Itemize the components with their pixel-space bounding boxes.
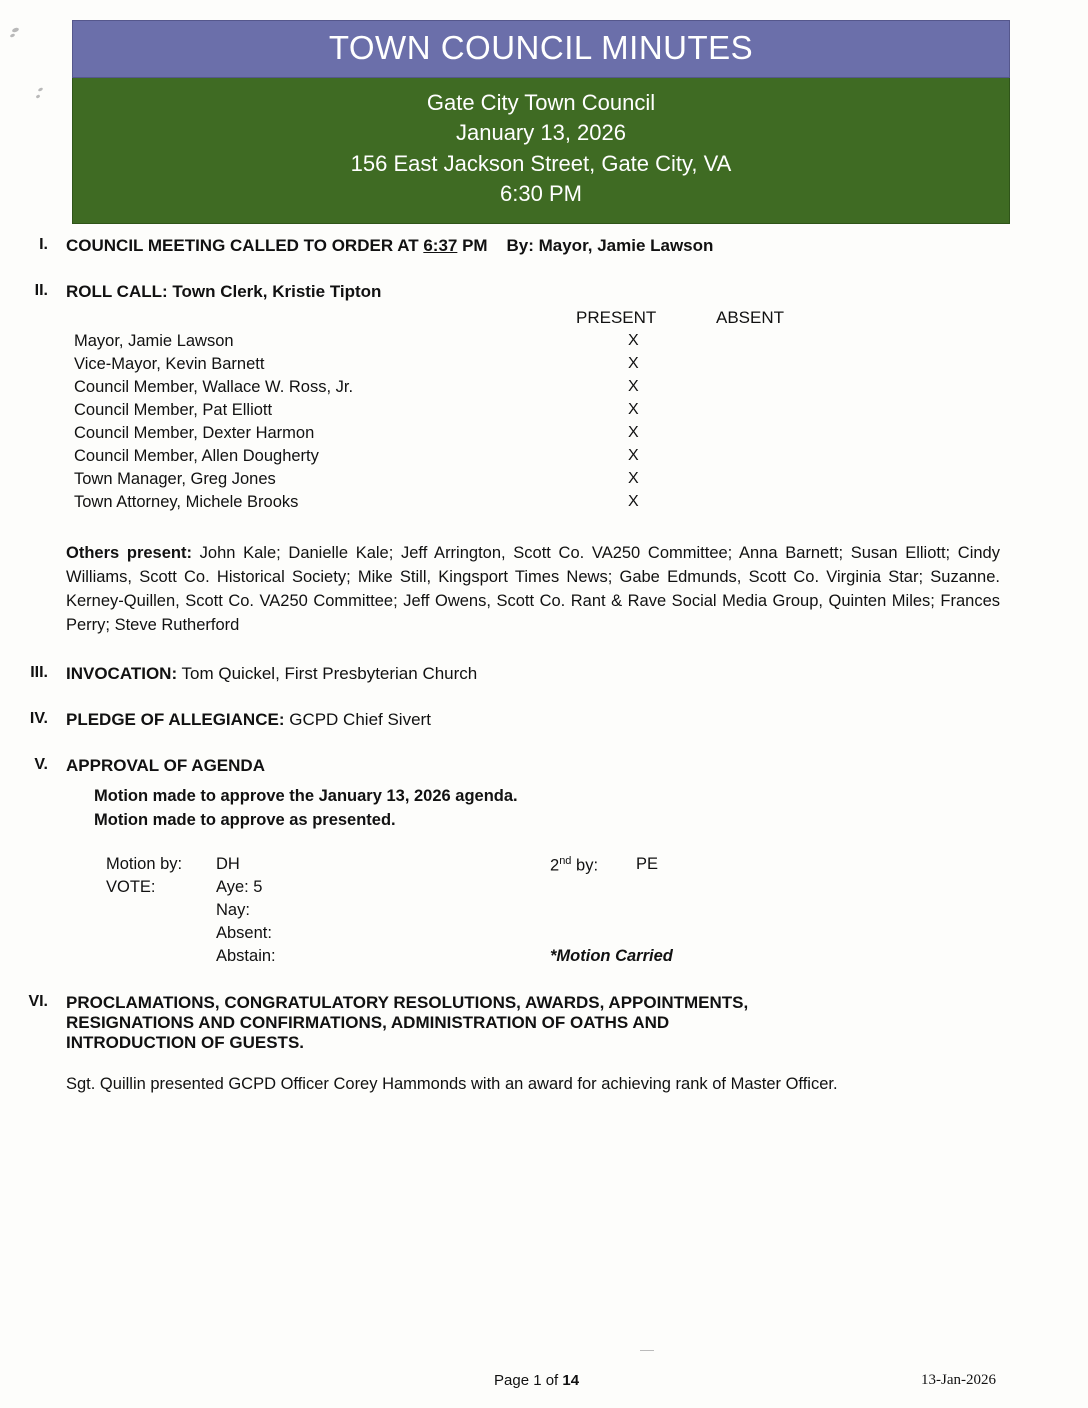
vote-aye: Aye: 5 xyxy=(216,878,263,897)
attendee-present-mark: X xyxy=(628,424,639,441)
second-by-ordinal: nd xyxy=(559,855,572,868)
others-present-paragraph xyxy=(66,542,1010,638)
second-by-label xyxy=(550,855,598,876)
attendee-name: Council Member, Pat Elliott xyxy=(74,401,273,419)
attendee-name: Town Attorney, Michele Brooks xyxy=(74,493,299,511)
attendee-present-mark: X xyxy=(628,355,639,372)
pledge-heading xyxy=(66,710,1010,730)
attendee-present-mark: X xyxy=(628,378,639,395)
section-roll-call xyxy=(0,282,1088,638)
motion-result: *Motion Carried xyxy=(550,947,673,966)
section-numeral: I. xyxy=(39,236,48,253)
table-row xyxy=(66,470,1010,493)
table-row xyxy=(66,493,1010,516)
table-row xyxy=(66,401,1010,424)
attendee-name: Vice-Mayor, Kevin Barnett xyxy=(74,355,265,373)
roll-call-columns xyxy=(66,308,1010,332)
called-to-order-pm: PM xyxy=(457,236,488,255)
meeting-address: 156 East Jackson Street, Gate City, VA xyxy=(350,150,732,176)
document-body xyxy=(0,236,1088,1103)
section-numeral: V. xyxy=(34,755,48,773)
called-to-order-time: 6:37 xyxy=(423,236,458,255)
vote-nay: Nay: xyxy=(216,901,250,920)
section-numeral: VI. xyxy=(28,993,48,1011)
table-row xyxy=(66,447,1010,470)
vote-label: VOTE: xyxy=(106,878,156,897)
scan-artifact xyxy=(640,1350,654,1351)
attendee-present-mark: X xyxy=(628,493,639,510)
column-header-present: PRESENT xyxy=(576,308,657,327)
meeting-time: 6:30 PM xyxy=(500,181,582,207)
proclamations-heading xyxy=(66,993,1010,1053)
motion-line-1: Motion made to approve the January 13, 2026 agenda. xyxy=(94,786,518,805)
motion-statement xyxy=(66,784,1010,834)
section-numeral: IV. xyxy=(29,709,48,727)
attendee-present-mark: X xyxy=(628,470,639,487)
document-header-banner xyxy=(72,20,1010,224)
called-to-order-by: By: Mayor, Jamie Lawson xyxy=(506,236,714,255)
page-number-total: 14 xyxy=(562,1372,580,1389)
proclamations-heading-line-2: RESIGNATIONS AND CONFIRMATIONS, ADMINISTRATION OF OATHS AND xyxy=(66,1013,670,1033)
invocation-text: Tom Quickel, First Presbyterian Church xyxy=(177,663,478,683)
second-by-by: by: xyxy=(571,856,599,875)
section-proclamations xyxy=(0,993,1088,1097)
proclamations-heading-line-3: INTRODUCTION OF GUESTS. xyxy=(66,1033,304,1053)
section-called-to-order xyxy=(0,236,1088,256)
scan-speck xyxy=(12,27,20,33)
page-number xyxy=(494,1372,579,1389)
vote-record xyxy=(66,855,1010,987)
table-row xyxy=(66,355,1010,378)
pledge-label: PLEDGE OF ALLEGIANCE: xyxy=(66,709,285,729)
vote-abstain: Abstain: xyxy=(216,947,276,966)
invocation-label: INVOCATION: xyxy=(66,663,178,683)
motion-by-value: DH xyxy=(216,855,240,874)
attendee-name: Council Member, Wallace W. Ross, Jr. xyxy=(74,378,354,396)
footer-date: 13-Jan-2026 xyxy=(921,1372,996,1388)
second-by-number: 2 xyxy=(550,856,560,875)
attendee-name: Town Manager, Greg Jones xyxy=(74,470,276,488)
meeting-date: January 13, 2026 xyxy=(455,120,627,146)
proclamations-paragraph: Sgt. Quillin presented GCPD Officer Corey Hammonds with an award for achieving rank of Master Officer. xyxy=(66,1075,838,1094)
table-row xyxy=(66,424,1010,447)
document-title: TOWN COUNCIL MINUTES xyxy=(72,20,1010,78)
attendee-name: Mayor, Jamie Lawson xyxy=(74,332,234,350)
scan-speck xyxy=(38,87,44,92)
meeting-info xyxy=(72,78,1010,224)
called-to-order-heading xyxy=(66,236,1010,256)
motion-line-2: Motion made to approve as presented. xyxy=(94,811,396,830)
section-numeral: II. xyxy=(34,282,48,299)
council-name: Gate City Town Council xyxy=(426,90,656,115)
second-by-value: PE xyxy=(636,855,659,874)
column-header-absent: ABSENT xyxy=(716,308,785,327)
section-pledge xyxy=(0,710,1088,730)
others-present-text: John Kale; Danielle Kale; Jeff Arrington, Scott Co. VA250 Committee; Anna Barnett; Susan Elliott; Cindy Williams, Scott Co. Historical Society; Mike Still, Kingsport Times News; Gabe Edmunds, Scott Co. Virginia Star; Suzanne. Kerney-Quillen, Scott Co. VA250 Committee; Jeff Owens, Scott Co. Rant & Rave Social Media Group, Quinten Miles; Frances Perry; Steve Rutherford xyxy=(66,544,1000,634)
section-approval-of-agenda xyxy=(0,756,1088,988)
roll-call-heading: ROLL CALL: Town Clerk, Kristie Tipton xyxy=(66,282,382,301)
called-to-order-text: COUNCIL MEETING CALLED TO ORDER AT xyxy=(66,236,424,255)
section-numeral: III. xyxy=(30,663,48,681)
invocation-heading xyxy=(66,664,1010,684)
vote-absent: Absent: xyxy=(216,924,272,943)
attendee-present-mark: X xyxy=(628,447,639,464)
scan-speck xyxy=(10,33,16,38)
pledge-text: GCPD Chief Sivert xyxy=(284,709,431,729)
others-present-label: Others present: xyxy=(66,544,192,562)
roll-call-table xyxy=(66,308,1010,516)
section-invocation xyxy=(0,664,1088,684)
attendee-name: Council Member, Allen Dougherty xyxy=(74,447,319,465)
attendee-name: Council Member, Dexter Harmon xyxy=(74,424,315,442)
page-number-prefix: Page 1 of xyxy=(494,1372,563,1389)
approval-heading: APPROVAL OF AGENDA xyxy=(66,755,265,775)
motion-by-label: Motion by: xyxy=(106,855,183,874)
scan-speck xyxy=(36,94,41,99)
attendee-present-mark: X xyxy=(628,332,639,349)
table-row xyxy=(66,378,1010,401)
proclamations-heading-line-1: PROCLAMATIONS, CONGRATULATORY RESOLUTIONS, AWARDS, APPOINTMENTS, xyxy=(66,993,749,1013)
table-row xyxy=(66,332,1010,355)
attendee-present-mark: X xyxy=(628,401,639,418)
